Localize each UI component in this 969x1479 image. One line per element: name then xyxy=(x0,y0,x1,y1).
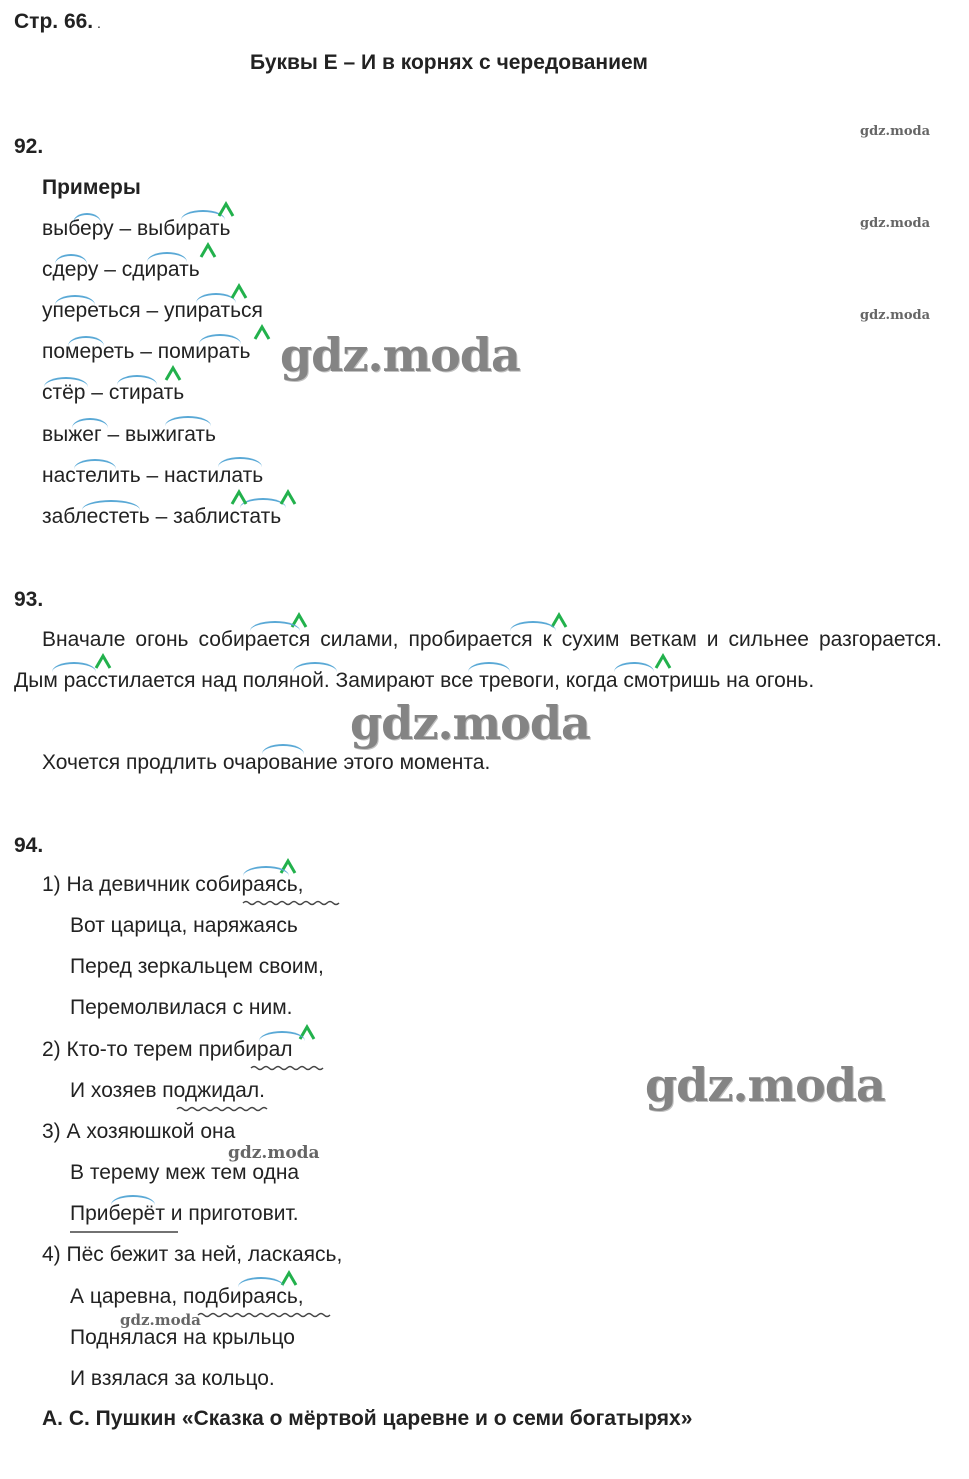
watermark-large: gdz.moda xyxy=(350,696,590,750)
word-pair: стёр – стирать xyxy=(42,381,185,404)
verse-line: 2) Кто-то терем прибирал xyxy=(42,1038,293,1061)
verse-line: Вот царица, наряжаясь xyxy=(70,914,298,937)
verse-line: Перед зеркальцем своим, xyxy=(70,955,324,978)
watermark-small: gdz.moda xyxy=(228,1143,320,1163)
exercise-93-text-2: Хочется продлить очарование этого момента. xyxy=(42,751,491,774)
word-pair: заблестеть – заблистать xyxy=(42,505,282,528)
exercise-94-number: 94. xyxy=(14,834,44,857)
verse-line: 4) Пёс бежит за ней, ласкаясь, xyxy=(42,1243,343,1266)
verse-line: В терему меж тем одна xyxy=(70,1161,300,1184)
word-pair: помереть – помирать xyxy=(42,340,251,363)
exercise-92-number: 92. xyxy=(14,135,44,158)
verse-line: Поднялася на крыльцо xyxy=(70,1326,295,1349)
verse-line: И взялася за кольцо. xyxy=(70,1367,275,1390)
word-pair: выжег – выжигать xyxy=(42,423,216,446)
verse-line: 1) На девичник собираясь, xyxy=(42,873,304,896)
examples-heading: Примеры xyxy=(42,176,141,199)
source-attribution: А. С. Пушкин «Сказка о мёртвой царевне и о семи богатырях» xyxy=(42,1407,693,1430)
word-pair: упереться – упираться xyxy=(42,299,263,322)
verse-line: 3) А хозяюшкой она xyxy=(42,1120,236,1143)
verse-line: А царевна, подбираясь, xyxy=(70,1285,304,1308)
word-pair: настелить – настилать xyxy=(42,464,264,487)
page-title: Буквы Е – И в корнях с чередованием xyxy=(250,51,648,74)
verse-line: И хозяев поджидал. xyxy=(70,1079,265,1102)
watermark-small: gdz.moda xyxy=(120,1311,201,1329)
watermark-small: gdz.moda xyxy=(860,216,931,231)
word-pair: выберу – выбирать xyxy=(42,217,231,240)
word-pair: сдеру – сдирать xyxy=(42,258,200,281)
watermark-small: gdz.moda xyxy=(860,308,931,323)
verse-line: Перемолвилася с ним. xyxy=(70,996,293,1019)
watermark-small: gdz.moda xyxy=(860,124,931,139)
page-number: Стр. 66. . xyxy=(14,10,101,33)
exercise-93-number: 93. xyxy=(14,588,44,611)
exercise-93-text: Вначале огонь собирается силами, пробирается к сухим веткам и сильнее разгорается. Дым расстилается над поляной. Замирают все тревоги, когда смотришь на огонь. xyxy=(14,628,942,692)
watermark-large: gdz.moda xyxy=(645,1058,885,1112)
verse-line: Приберёт и приготовит. xyxy=(70,1202,299,1225)
watermark-large: gdz.moda xyxy=(280,328,520,382)
